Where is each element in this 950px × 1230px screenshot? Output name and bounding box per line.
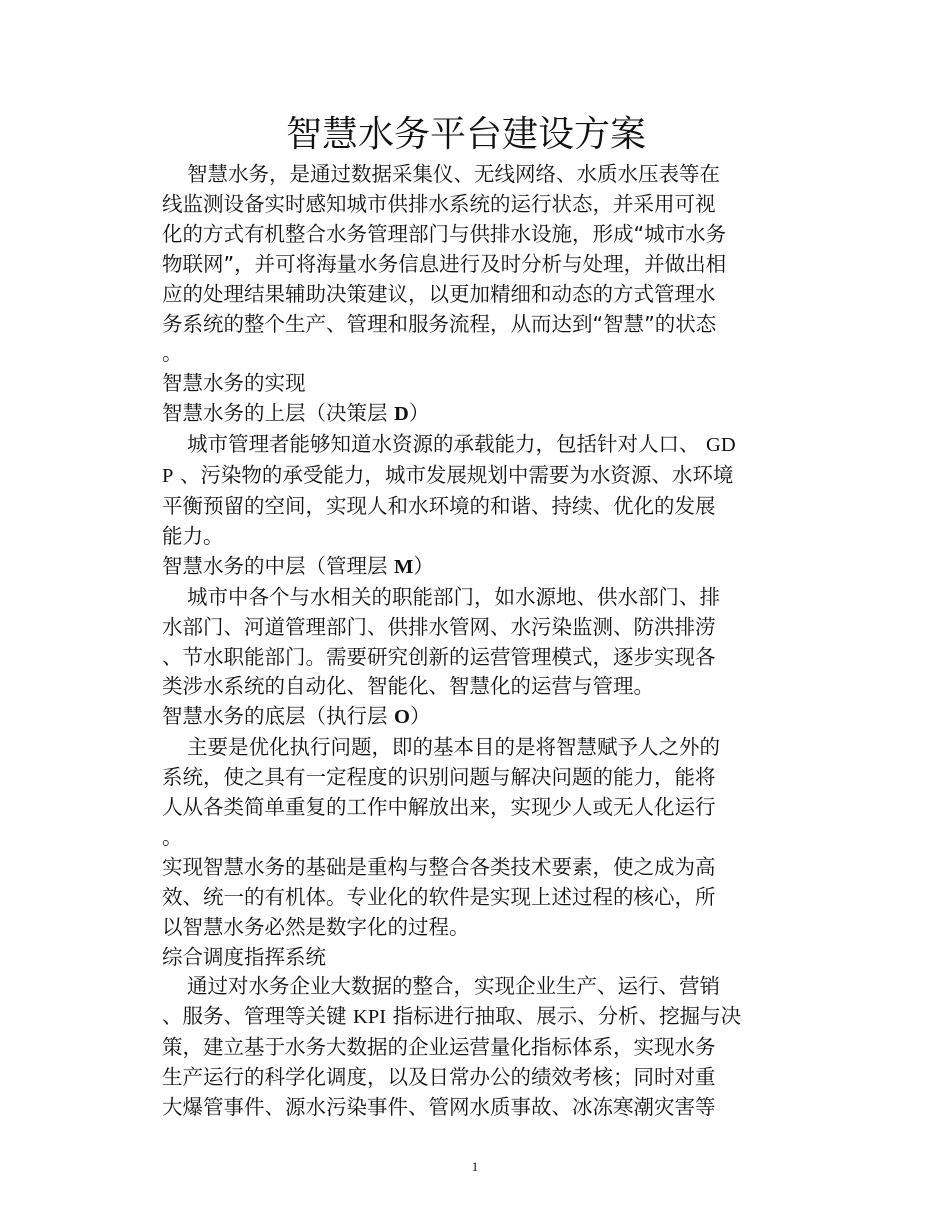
foundation-line: 以智慧水务必然是数字化的过程。 [162,914,470,939]
heading-middle-layer [162,552,802,583]
upper-line: 平衡预留的空间，实现人和水环境的和谐、持续、优化的发展 [162,493,716,518]
dispatch-line [162,1002,802,1033]
intro-line: 物联网”，并可将海量水务信息进行及时分析与处理，并做出相 [162,251,727,276]
middle-line: 、节水职能部门。需要研究创新的运营管理模式，逐步实现各 [162,644,716,669]
heading-text: 智慧水务的底层（执行层 [162,704,395,729]
layer-letter: D [394,403,409,426]
foundation-line: 实现智慧水务的基础是重构与整合各类技术要素，使之成为高 [162,854,716,879]
text-run: 城市管理者能够知道水资源的承载能力，包括针对人口、 [187,432,700,457]
dispatch-line: 大爆管事件、源水污染事件、管网水质事故、冰冻寒潮灾害等 [162,1095,716,1120]
text-run: 指标进行抽取、展示、分析、挖掘与决 [386,1004,742,1029]
text-run: P [162,465,174,488]
layer-letter: M [394,555,414,578]
middle-line: 城市中各个与水相关的职能部门，如水源地、供水部门、排 [187,584,720,609]
bottom-line: 人从各类简单重复的工作中解放出来，实现少人或无人化运行 [162,795,716,820]
text-run: KPI [353,1006,387,1029]
heading-realize: 智慧水务的实现 [162,371,306,396]
upper-line [162,430,802,461]
intro-line: 。 [162,341,183,366]
dispatch-line: 生产运行的科学化调度，以及日常办公的绩效考核；同时对重 [162,1065,716,1090]
heading-dispatch: 综合调度指挥系统 [162,944,326,969]
middle-line: 水部门、河道管理部门、供排水管网、水污染监测、防洪排涝 [162,614,716,639]
dispatch-line: 策，建立基于水务大数据的企业运营量化指标体系，实现水务 [162,1035,716,1060]
page-number: 1 [471,1159,479,1174]
upper-line [162,461,802,492]
heading-upper-layer [162,399,802,430]
heading-text: ） [408,401,430,426]
heading-text: 智慧水务的中层（管理层 [162,553,395,578]
heading-text: ） [409,704,431,729]
bottom-line: 系统，使之具有一定程度的识别问题与解决问题的能力，能将 [162,765,716,790]
intro-line: 线监测设备实时感知城市供排水系统的运行状态，并采用可视 [162,191,716,216]
intro-line: 务系统的整个生产、管理和服务流程，从而达到“智慧”的状态 [162,311,717,336]
upper-line: 能力。 [162,523,224,548]
dispatch-line: 通过对水务企业大数据的整合，实现企业生产、运行、营销 [187,974,720,999]
document-title: 智慧水务平台建设方案 [285,114,646,155]
middle-line: 类涉水系统的自动化、智能化、智慧化的运营与管理。 [162,674,654,699]
layer-letter: O [394,706,410,729]
intro-line: 应的处理结果辅助决策建议，以更加精细和动态的方式管理水 [162,281,716,306]
foundation-line: 效、统一的有机体。专业化的软件是实现上述过程的核心，所 [162,884,716,909]
intro-line: 智慧水务，是通过数据采集仪、无线网络、水质水压表等在 [187,162,720,186]
heading-bottom-layer [162,702,802,733]
text-run: 、污染物的承受能力，城市发展规划中需要为水资源、水环境 [179,463,734,488]
intro-line: 化的方式有机整合水务管理部门与供排水设施，形成“城市水务 [162,221,727,246]
text-run: 、服务、管理等关键 [162,1004,354,1029]
heading-text: ） [413,553,434,578]
heading-text: 智慧水务的上层（决策层 [162,401,395,426]
bottom-line: 。 [162,824,183,849]
document-body [162,160,802,1123]
text-run: GD [706,434,736,457]
bottom-line: 主要是优化执行问题，即的基本目的是将智慧赋予人之外的 [187,735,720,760]
